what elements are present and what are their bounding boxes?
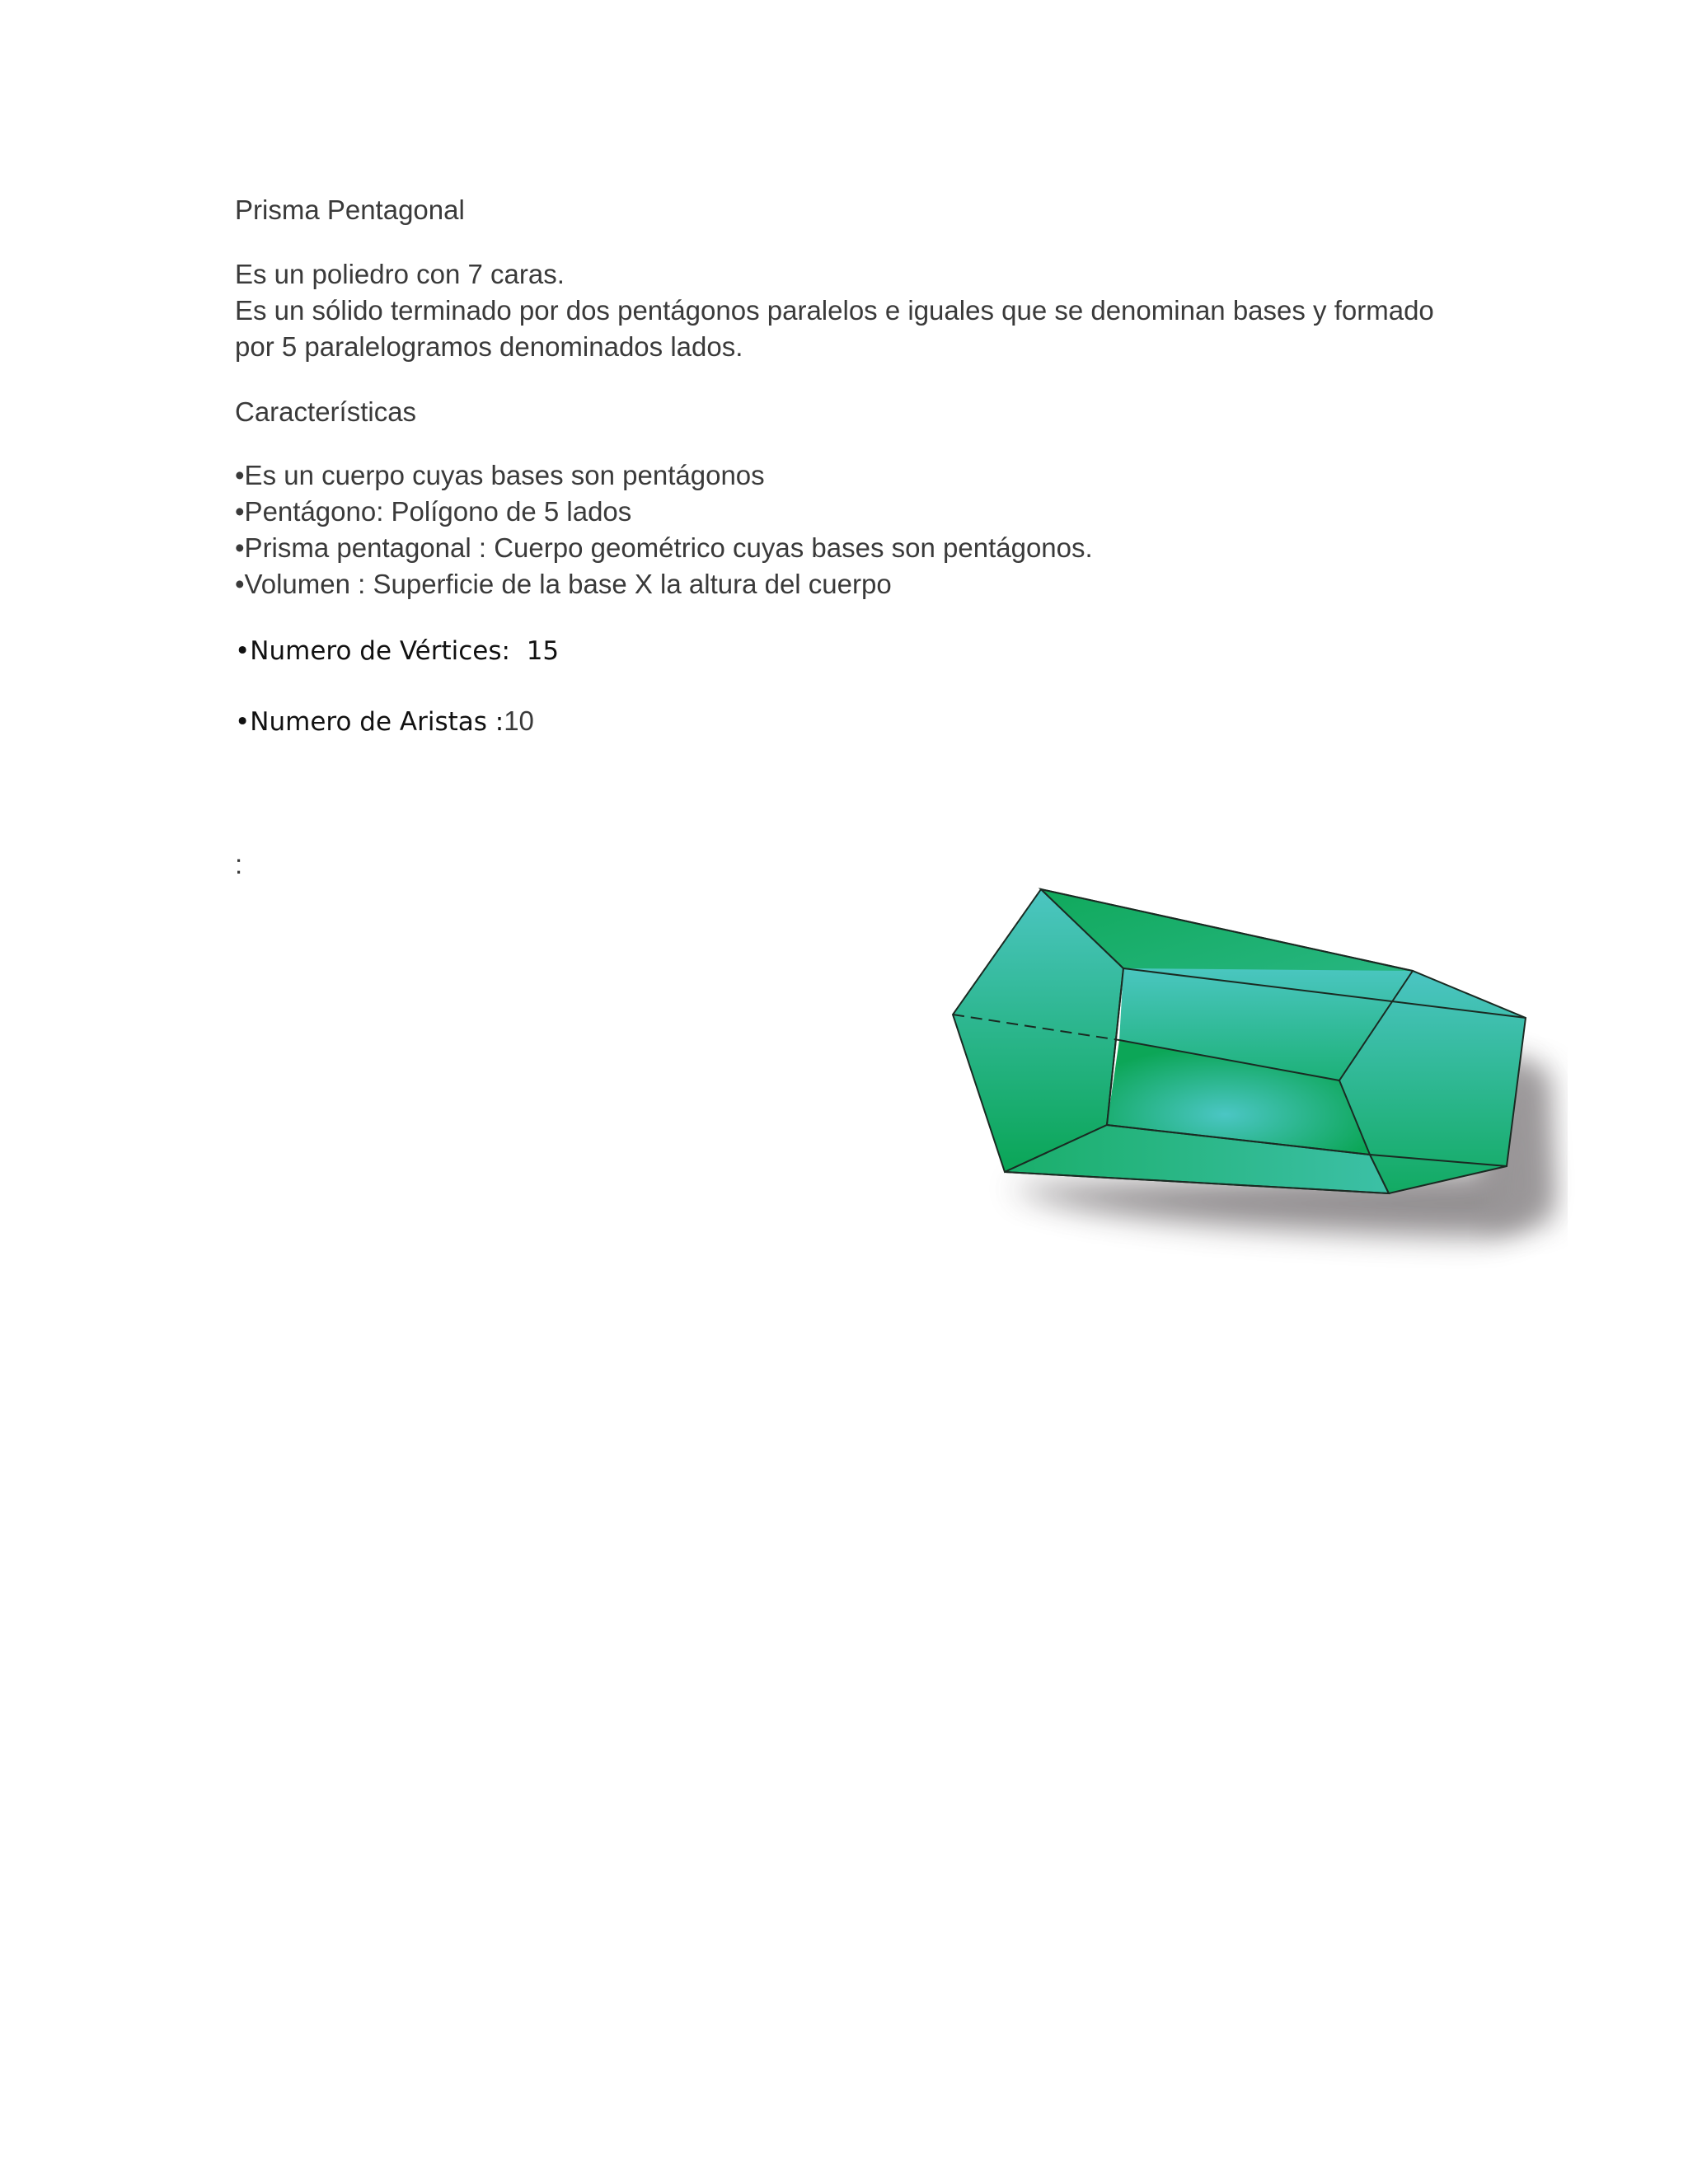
vertices-value: 15 <box>526 636 560 666</box>
stray-colon: : <box>235 849 243 879</box>
features-heading: Características <box>235 396 417 427</box>
edges-value: 10 <box>504 705 534 736</box>
intro-paragraph <box>235 256 1434 365</box>
pentagonal-prism-figure <box>923 865 1582 1294</box>
edges-label: •Numero de Aristas : <box>235 707 504 737</box>
feature-item: •Prisma pentagonal : Cuerpo geométrico cuyas bases son pentágonos. <box>235 532 1093 563</box>
vertices-count <box>235 633 559 669</box>
edges-count <box>235 703 534 740</box>
vertices-label: •Numero de Vértices: <box>235 636 527 666</box>
intro-line: por 5 paralelogramos denominados lados. <box>235 331 743 362</box>
intro-line: Es un sólido terminado por dos pentágonos paralelos e iguales que se denominan bases y formado <box>235 295 1434 326</box>
features-list <box>235 457 1093 602</box>
intro-line: Es un poliedro con 7 caras. <box>235 259 565 289</box>
feature-item: •Es un cuerpo cuyas bases son pentágonos <box>235 460 765 490</box>
feature-item: •Volumen : Superficie de la base X la altura del cuerpo <box>235 569 892 599</box>
feature-item: •Pentágono: Polígono de 5 lados <box>235 496 632 527</box>
document-title: Prisma Pentagonal <box>235 194 465 225</box>
